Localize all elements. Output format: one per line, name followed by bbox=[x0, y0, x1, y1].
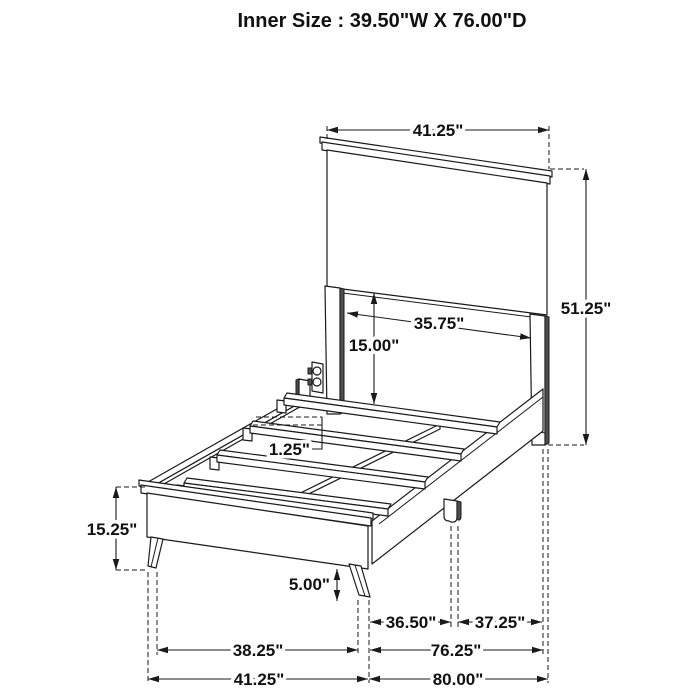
dim-label-headboard-inner-width: 35.75" bbox=[413, 314, 465, 333]
headboard-left-leg bbox=[325, 286, 340, 414]
dim-label-footboard-height: 15.25" bbox=[86, 520, 138, 539]
headboard bbox=[320, 137, 552, 445]
dim-label-headboard-height: 51.25" bbox=[560, 299, 612, 318]
dim-panel-to-slats bbox=[349, 293, 400, 404]
dim-leg-span bbox=[370, 641, 543, 660]
dim-leg-height bbox=[289, 569, 337, 601]
center-leg-front bbox=[444, 499, 457, 522]
dim-headboard-height bbox=[561, 169, 612, 445]
bracket-keyhole-lower bbox=[313, 378, 321, 386]
center-leg-side bbox=[457, 501, 461, 520]
dim-centerleg-to-headleg bbox=[458, 613, 542, 632]
headboard-right-leg-side bbox=[545, 316, 549, 445]
dim-overall-width bbox=[148, 670, 368, 689]
dim-label-overall-depth: 80.00" bbox=[432, 670, 484, 689]
dim-label-centerleg-to-headleg: 37.25" bbox=[474, 613, 526, 632]
headboard-left-leg-side bbox=[340, 288, 344, 414]
dim-label-footleg-to-centerleg: 36.50" bbox=[385, 613, 437, 632]
dim-footboard-leg-span bbox=[157, 641, 358, 660]
slat-1-front bbox=[284, 398, 497, 434]
dim-headboard-inner-width bbox=[347, 313, 531, 338]
dim-label-overall-width: 41.25" bbox=[233, 670, 285, 689]
dim-overall-depth bbox=[369, 670, 548, 689]
dim-label-slat-thickness: 1.25" bbox=[268, 440, 310, 459]
footboard-left-leg bbox=[148, 537, 163, 568]
dim-label-headboard-width: 41.25" bbox=[412, 121, 464, 140]
center-leg bbox=[444, 499, 461, 522]
diagram-title: Inner Size : 39.50"W X 76.00"D bbox=[237, 10, 527, 32]
dim-label-leg-span: 76.25" bbox=[430, 641, 482, 660]
dim-label-leg-height: 5.00" bbox=[288, 575, 330, 594]
dim-label-footboard-leg-span: 38.25" bbox=[232, 641, 284, 660]
dim-label-panel-to-slats: 15.00" bbox=[348, 336, 400, 355]
bracket-keyhole-upper bbox=[313, 367, 321, 375]
dim-footleg-to-centerleg bbox=[370, 613, 451, 632]
dim-headboard-width bbox=[327, 121, 549, 140]
dim-footboard-height bbox=[87, 487, 138, 570]
